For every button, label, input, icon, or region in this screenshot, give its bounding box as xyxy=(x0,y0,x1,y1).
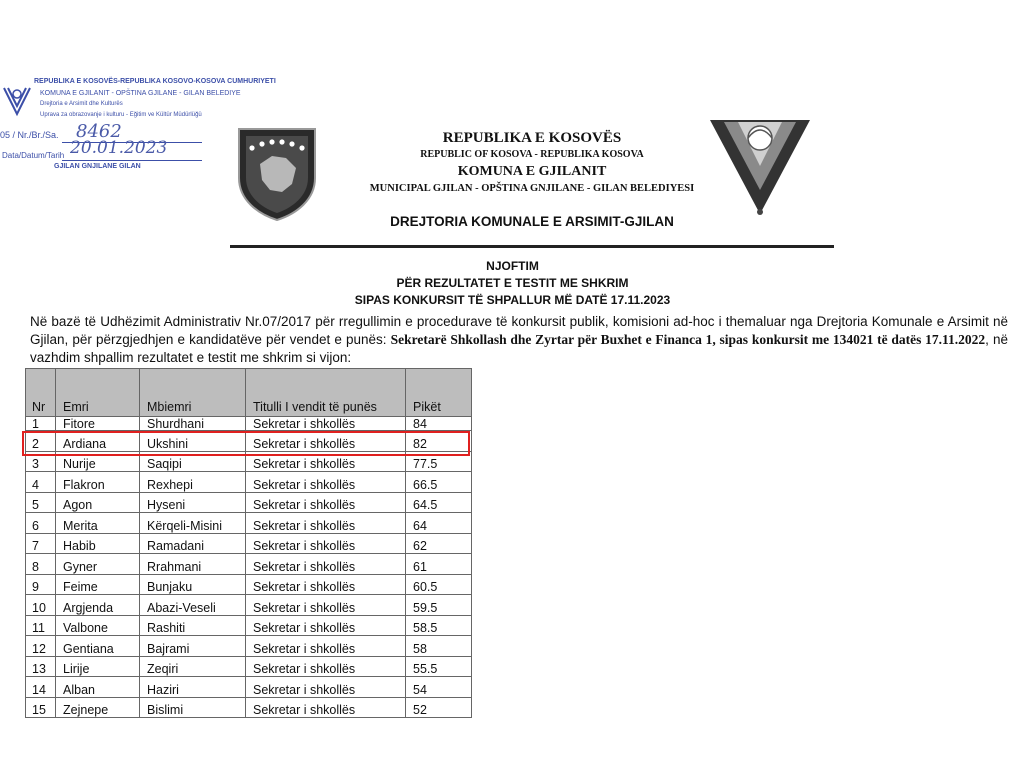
cell-emri: Gentiana xyxy=(56,636,140,657)
cell-piket: 84 xyxy=(406,417,472,431)
cell-titulli: Sekretar i shkollës xyxy=(246,513,406,534)
cell-titulli: Sekretar i shkollës xyxy=(246,533,406,554)
intro-paragraph xyxy=(30,313,1008,367)
cell-nr: 3 xyxy=(26,451,56,472)
cell-nr: 12 xyxy=(26,636,56,657)
cell-mbiemri: Bajrami xyxy=(140,636,246,657)
cell-mbiemri: Bislimi xyxy=(140,697,246,718)
cell-titulli: Sekretar i shkollës xyxy=(246,431,406,452)
row-highlight-box xyxy=(22,431,470,456)
stamp-date: 20.01.2023 xyxy=(70,138,168,158)
table-row xyxy=(26,636,472,657)
cell-mbiemri: Abazi-Veseli xyxy=(140,595,246,616)
cell-emri: Merita xyxy=(56,513,140,534)
intro-text: Në bazë të Udhëzimit Administrativ Nr.07/2017 për rregullimin e procedurave të konkursit publik, komisioni ad-hoc i themaluar nga Drejtoria Komunale e Arsimit në Gjilan, për përzgjedhjen e kandidatëve për vendet e punës: xyxy=(30,314,1008,347)
cell-piket: 77.5 xyxy=(406,451,472,472)
cell-nr: 8 xyxy=(26,554,56,575)
intro-text-end: , në vazhdim shpallim rezultatet e testit me shkrim si vijon: xyxy=(30,332,1008,365)
cell-titulli: Sekretar i shkollës xyxy=(246,636,406,657)
cell-piket: 60.5 xyxy=(406,574,472,595)
table-row xyxy=(26,656,472,677)
cell-piket: 82 xyxy=(406,431,472,452)
intro-bold-text: Sekretarë Shkollash dhe Zyrtar për Buxhet e Financa 1, sipas konkursit me 134021 të datës 17.11.2022 xyxy=(390,332,986,347)
cell-titulli: Sekretar i shkollës xyxy=(246,595,406,616)
cell-mbiemri: Rrahmani xyxy=(140,554,246,575)
stamp-line-1: REPUBLIKA E KOSOVËS-REPUBLIKA KOSOVO-KOSOVA CUMHURIYETI xyxy=(34,78,276,85)
cell-titulli: Sekretar i shkollës xyxy=(246,417,406,431)
cell-emri: Valbone xyxy=(56,615,140,636)
cell-piket: 62 xyxy=(406,533,472,554)
cell-emri: Agon xyxy=(56,492,140,513)
cell-emri: Feime xyxy=(56,574,140,595)
header-divider xyxy=(230,245,834,248)
gjilan-municipality-emblem-icon xyxy=(708,118,812,218)
table-row xyxy=(26,554,472,575)
stamp-date-label: Data/Datum/Tarih xyxy=(2,151,65,160)
cell-nr: 15 xyxy=(26,697,56,718)
cell-piket: 66.5 xyxy=(406,472,472,493)
cell-emri: Fitore xyxy=(56,417,140,431)
cell-nr: 5 xyxy=(26,492,56,513)
cell-mbiemri: Rexhepi xyxy=(140,472,246,493)
cell-piket: 58.5 xyxy=(406,615,472,636)
cell-emri: Ardiana xyxy=(56,431,140,452)
cell-mbiemri: Ukshini xyxy=(140,431,246,452)
cell-mbiemri: Zeqiri xyxy=(140,656,246,677)
table-row xyxy=(26,595,472,616)
cell-emri: Lirije xyxy=(56,656,140,677)
republic-subtitle: REPUBLIC OF KOSOVA - REPUBLIKA KOSOVA xyxy=(420,149,644,160)
table-row xyxy=(26,677,472,698)
stamp-city: GJILAN GNJILANE GILAN xyxy=(54,163,141,170)
cell-nr: 1 xyxy=(26,417,56,431)
header-emri: Emri xyxy=(56,369,140,417)
cell-nr: 14 xyxy=(26,677,56,698)
stamp-number: 8462 xyxy=(76,121,122,142)
cell-titulli: Sekretar i shkollës xyxy=(246,472,406,493)
cell-piket: 64.5 xyxy=(406,492,472,513)
municipality-title: KOMUNA E GJILANIT xyxy=(457,164,607,179)
official-stamp xyxy=(0,72,276,172)
cell-nr: 13 xyxy=(26,656,56,677)
cell-nr: 11 xyxy=(26,615,56,636)
stamp-number-label: 05 / Nr./Br./Sa. xyxy=(0,130,59,140)
results-table xyxy=(25,368,472,718)
cell-nr: 7 xyxy=(26,533,56,554)
table-header-row xyxy=(26,369,472,417)
cell-nr: 2 xyxy=(26,431,56,452)
table-row xyxy=(26,615,472,636)
cell-nr: 10 xyxy=(26,595,56,616)
cell-titulli: Sekretar i shkollës xyxy=(246,492,406,513)
cell-emri: Zejnepe xyxy=(56,697,140,718)
stamp-line-3: Drejtoria e Arsimit dhe Kulturës xyxy=(40,101,123,107)
stamp-line-4: Uprava za obrazovanje i kulturu - Eğitim ve Kültür Müdürlüğü xyxy=(40,112,202,118)
cell-emri: Alban xyxy=(56,677,140,698)
cell-titulli: Sekretar i shkollës xyxy=(246,697,406,718)
municipality-subtitle: MUNICIPAL GJILAN - OPŠTINA GNJILANE - GILAN BELEDIYESI xyxy=(369,183,695,194)
cell-mbiemri: Shurdhani xyxy=(140,417,246,431)
cell-nr: 4 xyxy=(26,472,56,493)
cell-nr: 9 xyxy=(26,574,56,595)
cell-piket: 52 xyxy=(406,697,472,718)
cell-piket: 59.5 xyxy=(406,595,472,616)
republic-title: REPUBLIKA E KOSOVËS xyxy=(442,130,622,146)
header-titulli: Titulli I vendit të punës xyxy=(246,369,406,417)
stamp-emblem-icon xyxy=(2,84,32,118)
notice-subtitle: PËR REZULTATET E TESTIT ME SHKRIM xyxy=(396,276,629,290)
directorate-title: DREJTORIA KOMUNALE E ARSIMIT-GJILAN xyxy=(390,214,674,229)
table-row xyxy=(26,574,472,595)
cell-titulli: Sekretar i shkollës xyxy=(246,677,406,698)
cell-mbiemri: Kërqeli-Misini xyxy=(140,513,246,534)
cell-emri: Flakron xyxy=(56,472,140,493)
cell-emri: Nurije xyxy=(56,451,140,472)
table-row xyxy=(26,492,472,513)
table-row xyxy=(26,697,472,718)
table-row xyxy=(26,533,472,554)
header-mbiemri: Mbiemri xyxy=(140,369,246,417)
table-row xyxy=(26,513,472,534)
cell-piket: 64 xyxy=(406,513,472,534)
cell-mbiemri: Bunjaku xyxy=(140,574,246,595)
cell-piket: 61 xyxy=(406,554,472,575)
cell-mbiemri: Hyseni xyxy=(140,492,246,513)
cell-piket: 55.5 xyxy=(406,656,472,677)
cell-mbiemri: Haziri xyxy=(140,677,246,698)
header-piket: Pikët xyxy=(406,369,472,417)
notice-title: NJOFTIM xyxy=(486,259,539,273)
table-row xyxy=(26,472,472,493)
cell-piket: 54 xyxy=(406,677,472,698)
notice-subtitle-date: SIPAS KONKURSIT TË SHPALLUR MË DATË 17.11.2023 xyxy=(354,293,671,307)
table-row xyxy=(26,417,472,431)
stamp-line-2: KOMUNA E GJILANIT - OPŠTINA GJILANE - GILAN BELEDIYE xyxy=(40,90,241,97)
cell-titulli: Sekretar i shkollës xyxy=(246,615,406,636)
cell-mbiemri: Saqipi xyxy=(140,451,246,472)
cell-emri: Argjenda xyxy=(56,595,140,616)
cell-emri: Habib xyxy=(56,533,140,554)
cell-titulli: Sekretar i shkollës xyxy=(246,554,406,575)
cell-titulli: Sekretar i shkollës xyxy=(246,574,406,595)
cell-titulli: Sekretar i shkollës xyxy=(246,451,406,472)
cell-titulli: Sekretar i shkollës xyxy=(246,656,406,677)
header-nr: Nr xyxy=(26,369,56,417)
cell-nr: 6 xyxy=(26,513,56,534)
cell-emri: Gyner xyxy=(56,554,140,575)
stamp-underline xyxy=(62,160,202,161)
cell-piket: 58 xyxy=(406,636,472,657)
table-body xyxy=(26,417,472,718)
cell-mbiemri: Ramadani xyxy=(140,533,246,554)
cell-mbiemri: Rashiti xyxy=(140,615,246,636)
